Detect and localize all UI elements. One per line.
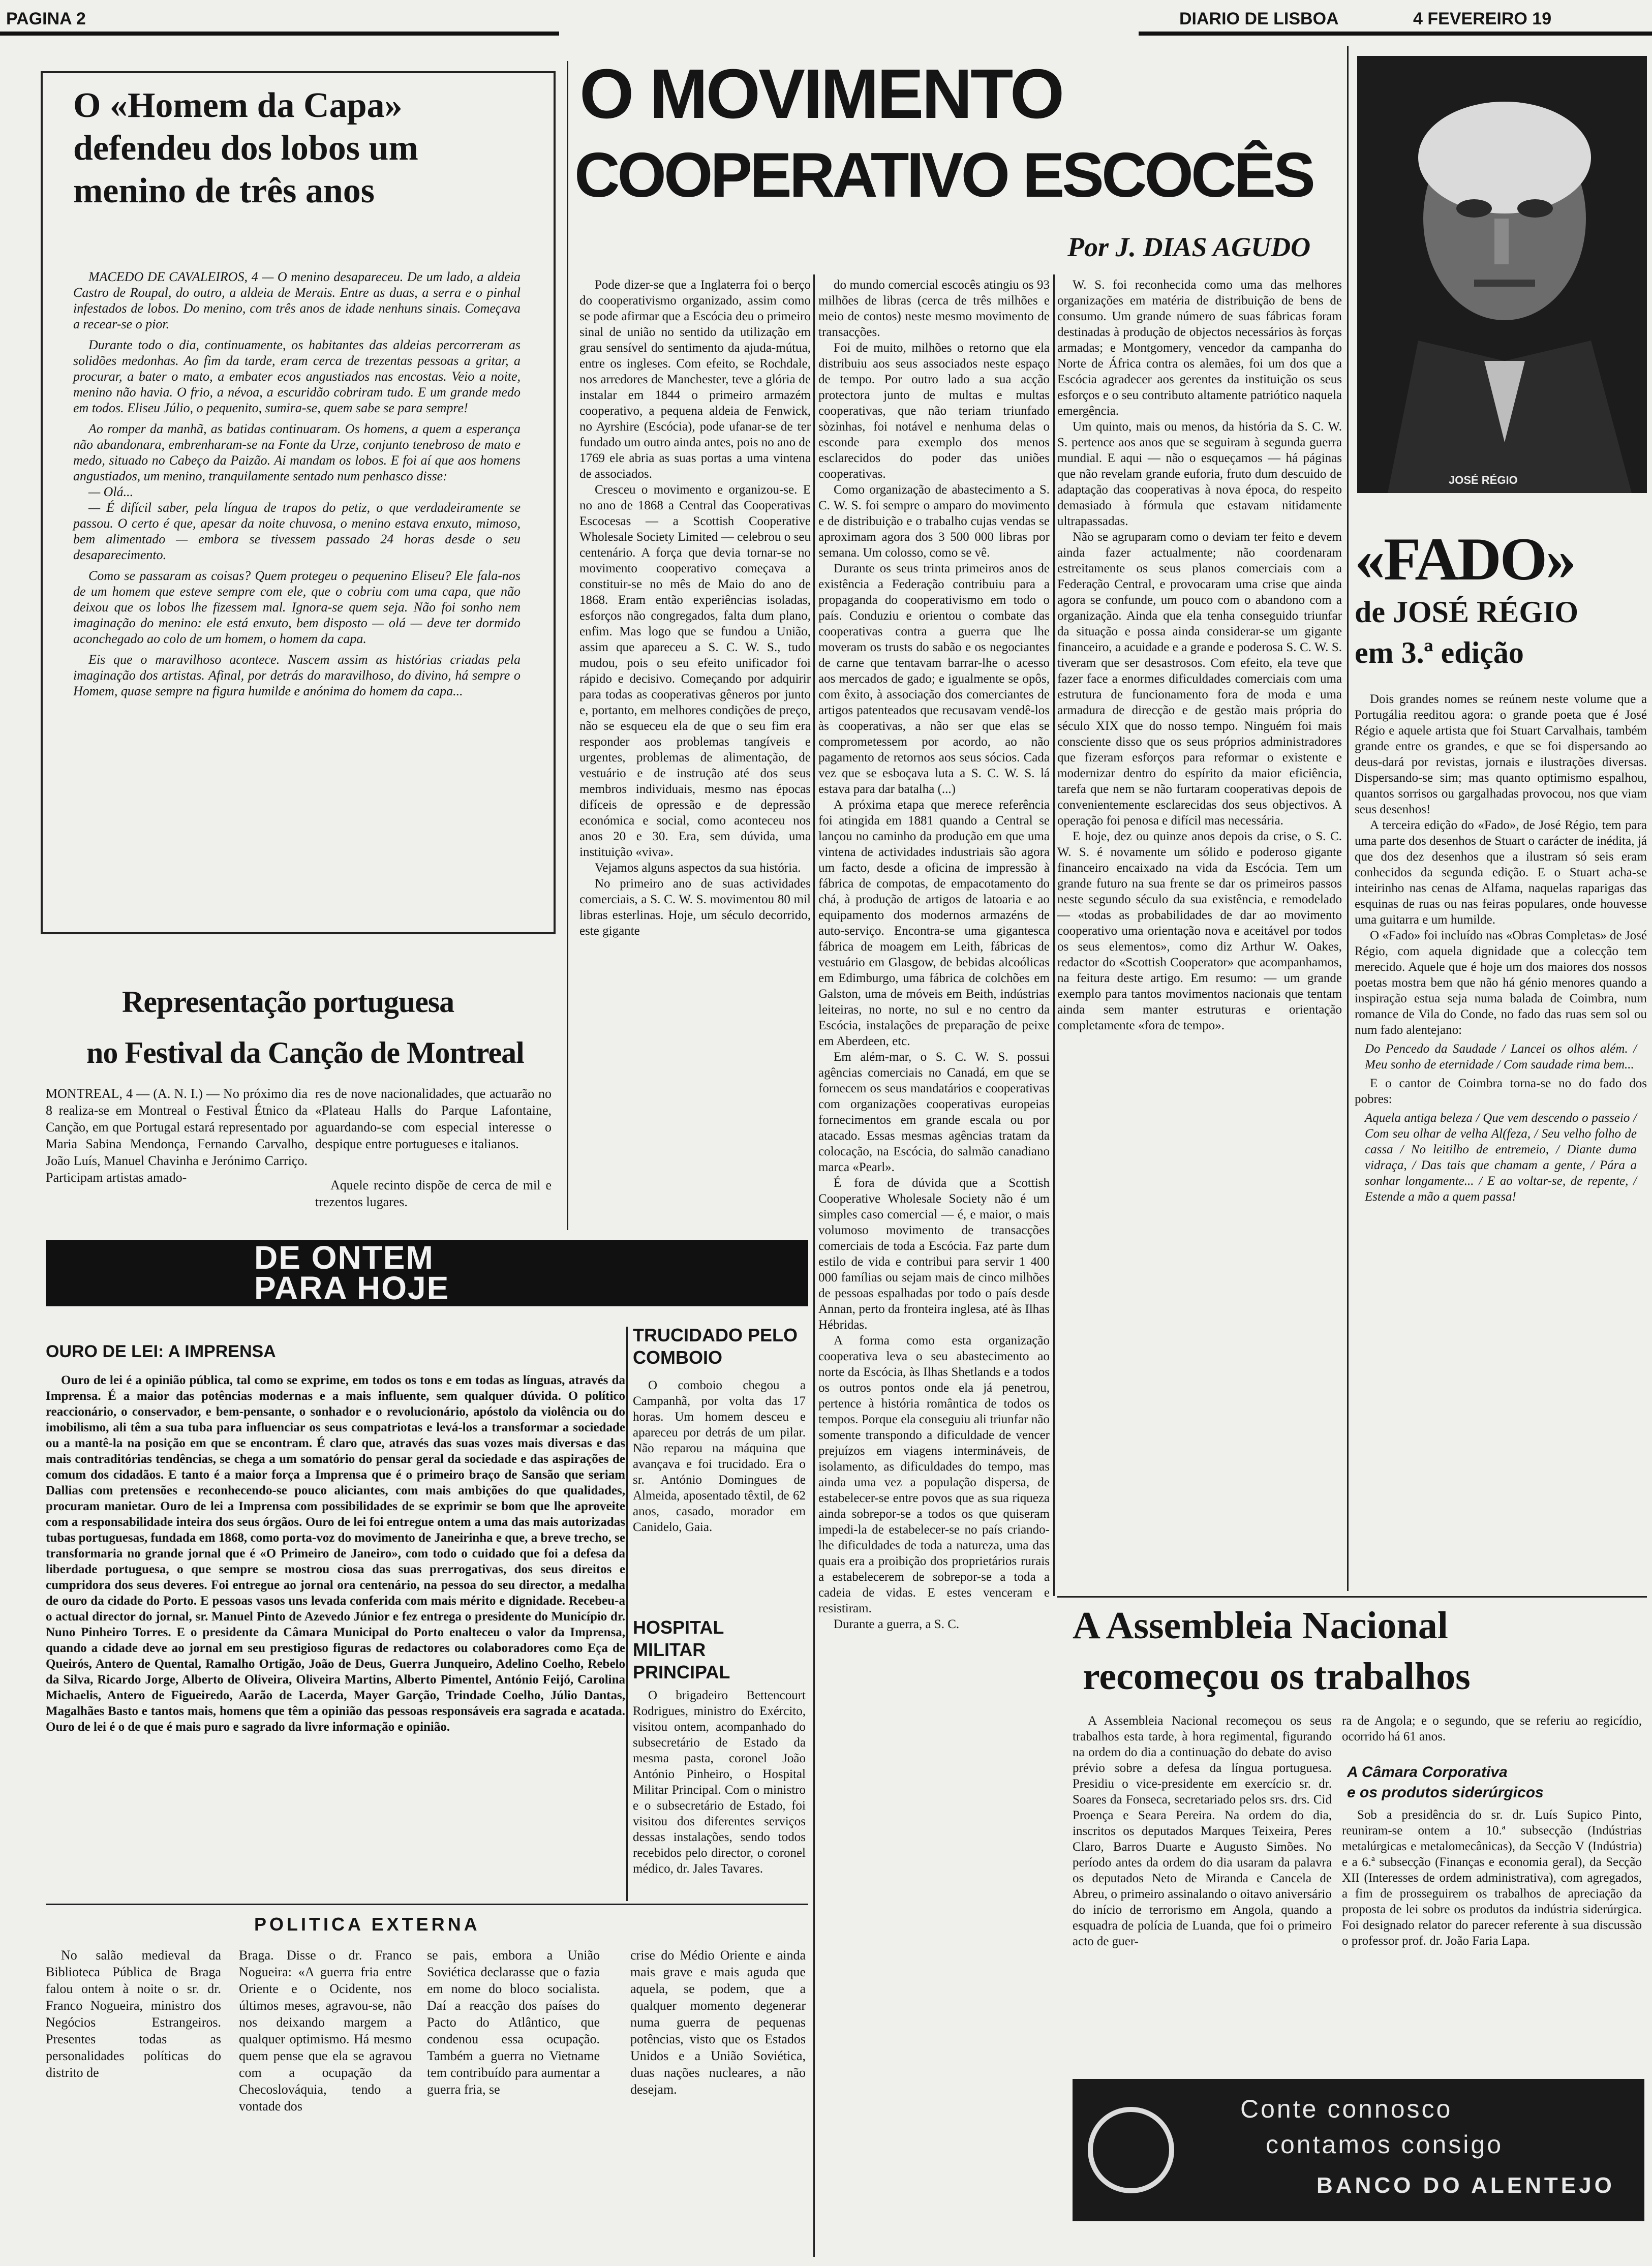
cooperativo-paragraph: Cresceu o movimento e organizou-se. E no ano de 1868 a Central das Cooperativas Escocesas — a Scottish Cooperative Wholesale Society Limited — celebrou o seu centenário. A força que devia tornar-se no movimento cooperativo começava a constituir-se no mês de Maio do ano de 1868. Eram então experiências isoladas, esforços não congregados, falta dum plano, enfim. Mas logo que se fundou a União, assim que apareceu a S. C. W. S., tudo mudou, pois o seu efeito unificador foi rápido e decisivo. Começando por adquirir para todas as cooperativas gêneros por junto e, portanto, em melhores condições de preço, não se esqueceu ela de que o seu fim era responder aos problemas tangíveis e urgentes, problemas de alimentação, de vestuário e de instrução até dos seus membros individuais, mesmo nas épocas difíceis de opressão e de depressão económica e social, como aconteceu nos anos 20 e 30. Era, sem dúvida, uma instituição «viva». [579, 483, 811, 859]
cooperativo-paragraph: Em além-mar, o S. C. W. S. possui agências comerciais no Canadá, em que se fornecem os seus mandatários e cooperativas com organizações cooperativas europeias fornecimentos em grande escala ou por atacado. Essas mesmas agências tratam da colocação, na Escócia, do salmão canadiano marca «Pearl». [818, 1050, 1050, 1174]
cooperativo-paragraph: do mundo comercial escocês atingiu os 93 milhões de libras (cerca de três milhões e meio de contos) neste mesmo movimento de transacções. [818, 278, 1050, 339]
cooperativo-paragraph: A próxima etapa que merece referência foi atingida em 1881 quando a Central se lançou no caminho da produção em que uma vintena de actividades industriais são agora um facto, desde a oficina de impressão à fábrica de compotas, de empacotamento do chá, à produção de artigos de latoaria e ao equipamento dos modernos armazéns de auto-serviço. Encontra-se uma gigantesca fábrica de moagem em Leith, fábricas de vestuário em Glasgow, de bebidas alcoólicas em Edimburgo, uma fábrica de colchões em Galston, uma de móveis em Beith, indústrias leiteiras, no norte, no sul e no centro da Escócia, instalações de preparação de peixe em Aberdeen, etc. [818, 798, 1050, 1048]
trucidado-body: O comboio chegou a Campanhã, por volta das 17 horas. Um homem desceu e apareceu por detrás de um pilar. Não reparou na máquina que avançava e foi trucidado. Era o sr. António Domingues de Almeida, aposentado têxtil, de 62 anos, casado, morador em Canidelo, Gaia. [633, 1379, 806, 1534]
cooperativo-paragraph: Pode dizer-se que a Inglaterra foi o berço do cooperativismo organizado, assim como se pode afirmar que a Escócia deu o primeiro sinal de união no sentido da utilização em grau sensível do sentimento da ajuda-mútua, entre os ingleses. Com efeito, se Rochdale, nos arredores de Manchester, teve a glória de instalar em 1844 o primeiro armazém cooperativo, a pequena aldeia de Fenwick, no Ayrshire (Escócia), pode ufanar-se de ter fundado um outro ainda antes, pois no ano de 1769 ele abria as suas portas a uma vintena de associados. [579, 278, 811, 481]
camara-body: Sob a presidência do sr. dr. Luís Supico Pinto, reuniram-se ontem a 10.ª subsecção (Indústrias metalúrgicas e metalomecânicas), da Secção V (Indústria) e a 6.ª subsecção (Finanças e economia geral), da Secção XII (Interesses de ordem administrativa), com agregados, a fim de prosseguirem os trabalhos de apreciação da proposta de lei sobre os produtos da indústria siderúrgica. Foi designado relator do parecer referente à sua discussão o professor prof. dr. João Faria Lapa. [1342, 1808, 1642, 1948]
header-bar-right [1139, 32, 1652, 36]
politica-col-1: No salão medieval da Biblioteca Pública de Braga falou ontem à noite o sr. dr. Franco Nogueira, ministro dos Negócios Estrangeiros. Presentes todas as personalidades políticas do distrito de [46, 1948, 221, 2080]
column-rule [626, 1327, 628, 1901]
homem-capa-body [73, 269, 521, 699]
issue-date: 4 FEVEREIRO 19 [1413, 9, 1552, 28]
ontem-body: Ouro de lei é a opinião pública, tal como se exprime, em todos os tons e em todas as línguas, através da Imprensa. É a maior das potências modernas e a mais influente, sem qualquer dúvida. O político reaccionário, o conservador, e bem-pensante, o sonhador e o revolucionário, apóstolo da violência ou do imobilismo, ali têm a sua tuba para influenciar os seus compatriotas e levá-los a transformar a sociedade ou a mantê-la na posição em que se encontram. É claro que, através das suas vozes mais diversas e das mais contraditórias tendências, se chega a um somatório do pensar geral da sociedade e das aspirações de comum dos cidadãos. E tanto é a maior força a Imprensa que é o primeiro braço de Sansão que seriam Dallias com pretensões e reconhecendo-se pouco aliciantes, com mais ambições do que qualidades, procuram manietar. Ouro de lei a Imprensa com possibilidades de se exprimir se bom que lhe aproveite com a responsabilidade inteira dos seus órgãos. Ouro de lei foi entregue ontem a uma das mais autorizadas tubas portuguesas, fundada em 1868, como porta-voz do movimento de Janeirinha e que, a breve trecho, se transformaria no grande jornal que é «O Primeiro de Janeiro», com todo o cuidado que foi a defesa da liberdade portuguesa, o que sempre se mostrou ciosa das suas prerrogativas, dos seus direitos e cumpridora dos seus deveres. Foi entregue ao jornal ora centenário, na pessoa do seu director, a medalha de ouro da cidade do Porto. E pessoas vasos uns levada conferida com mais mérito e dignidade. Recebeu-a o actual director do jornal, sr. Manuel Pinto de Azevedo Júnior e fez entrega o presidente do Município dr. Nuno Pinheiro Torres. E o presidente da Câmara Municipal do Porto enalteceu o valor da Imprensa, quando a cidade deve ao jornal em seu prestigioso figuras de redactores ou colaboradores como Eça de Queirós, Antero de Quental, Ramalho Ortigão, João de Deus, Guerra Junqueiro, Adelino Coelho, Rebelo da Silva, Ricardo Jorge, Alberto de Oliveira, Oliveira Martins, Alberto Pimentel, António Feijó, Carolina Michaelis, Antero de Figueiredo, Aarão de Lacerda, Mayer Garção, Trindade Coelho, Júlio Dantas, Magalhães Basto e tantos mais, homens que têm a opinião das pessoas responsáveis era sagrada e acatada. Ouro de lei é o de que é mais puro e sagrado da livre informação e opinião. [46, 1373, 625, 1734]
fado-headline-edition: em 3.ª edição [1355, 636, 1524, 669]
ontem-subhead: OURO DE LEI: A IMPRENSA [46, 1342, 276, 1361]
hospital-body: O brigadeiro Bettencourt Rodrigues, ministro do Exército, visitou ontem, acompanhado do subsecretário de Estado da mesma pasta, coronel João António Pinheiro, o Hospital Militar Principal. Com o ministro e o subsecretário de Estado, foi visitou dos diferentes serviços dessas instalações, sendo todos recebidos pelo director, o coronel médico, dr. Jales Tavares. [633, 1689, 806, 1876]
cooperativo-byline: Por J. DIAS AGUDO [1067, 232, 1311, 262]
jose-regio-photo [1357, 56, 1647, 493]
cooperativo-paragraph: Um quinto, mais ou menos, da história da S. C. W. S. pertence aos anos que se seguiram à segunda guerra mundial. E aqui — não o esqueçamos — há páginas que não revelam grande euforia, fruto dum descuido de adaptação das cooperativas à nova época, do respeito demasiado à fórmula que estavam nitidamente ultrapassadas. [1057, 420, 1342, 528]
cooperativo-col-2 [818, 277, 1050, 2214]
paper-name: DIARIO DE LISBOA [1179, 9, 1339, 28]
cooperativo-paragraph: Durante a guerra, a S. C. [834, 1617, 960, 1631]
fado-body [1355, 691, 1647, 1596]
fado-paragraph: A terceira edição do «Fado», de José Régio, tem para uma parte dos desenhos de Stuart o carácter de inédita, já que dos dez desenhos que a ilustram só seis eram conhecidos da segunda edição. E o Stuart acha-se inteirinho nas cenas de Alfama, naquelas raparigas das esquinas de ruas ou nas feiras populares, onde houvesse uma guitarra e um humilde. [1355, 818, 1647, 927]
cooperativo-paragraph: Foi de muito, milhões o retorno que ela distribuiu aos seus associados neste espaço de tempo. Por outro lado a sua acção protectora junto de multas e multas cooperativas, que não teriam triunfado sòzinhas, foi notável e nenhuma delas o esconde para exemplo dos menos esclarecidos do poder das uniões cooperativas. [818, 341, 1050, 481]
page-header [0, 0, 1652, 46]
ontem-banner [46, 1240, 808, 1306]
bank-advert [1073, 2079, 1644, 2221]
section-rule [1057, 1596, 1647, 1598]
cooperativo-paragraph: A forma como esta organização cooperativa leva o seu abastecimento ao norte da Escócia, às Ilhas Shetlands e a todos os outros pontos onde ela já penetrou, pertence à história romântica de todos os tempos. Porque ela conseguiu ali triunfar não somente transpondo a dificuldade de vencer prejuízos em viagens intermináveis, de isolamento, as dificuldades do tempo, mas ainda uma vez a população dispersa, de estabelecer-se entre povos que as sua riqueza ainda sobrepor-se a todos os que quiseram impedi-la de estabelecer-se no país criando-lhe dificuldades de toda a natureza, uma das quais era a proibição dos proprietários rurais a estabelecerem de sobrepor-se a toda a cadeia de vidas. E estes venceram e resistiram. [818, 1334, 1050, 1615]
montreal-article [41, 984, 557, 1278]
hospital-headline: HOSPITAL MILITAR PRINCIPAL [633, 1617, 730, 1682]
fado-headline: «FADO» [1355, 525, 1575, 593]
fado-verse: Aquela antiga beleza / Que vem descendo o passeio / Com seu olhar de velha Al(feza, / Seu velho folho de cassa / No leitilho de entremeio, / Diante duma vidraça, / Das tais que chamam a gente, / Pára a sonhar longamente... / E ao voltar-se, de repente, / Estende a mão a quem passa! [1365, 1111, 1637, 1204]
homem-capa-box [41, 71, 556, 934]
cooperativo-paragraph: No primeiro ano de suas actividades comerciais, a S. C. W. S. movimentou 80 mil libras esterlinas. Hoje, um século decorrido, este gigante [579, 877, 811, 938]
cooperativo-headline-1: O MOVIMENTO [579, 55, 1063, 133]
fado-paragraph: Dois grandes nomes se reúnem neste volume que a Portugália reeditou agora: o grande poeta que é José Régio e aquele artista que foi Stuart Carvalhais, também grande entre os grandes, e que se foi dispersando ao deus-dará por revistas, jornais e ilustrações diversas. Dispersando-se sim; mas quanto optimismo espalhou, quantos sorrisos ou gargalhadas provocou, nos que viam seus desenhos! [1355, 692, 1647, 816]
montreal-col-2b: Aquele recinto dispõe de cerca de mil e trezentos lugares. [315, 1178, 552, 1209]
montreal-headline-2: no Festival da Canção de Montreal [86, 1036, 524, 1069]
politica-headline: POLITICA EXTERNA [254, 1914, 480, 1935]
cooperativo-paragraph: É fora de dúvida que a Scottish Cooperative Wholesale Society não é um simples caso comercial — é, e maior, o mais volumoso movimento de transacções comerciais de toda a Escócia. Faz parte dum estilo de vida e contribui para servir 1 400 000 famílias ou sejam mais de cinco milhões de pessoas espalhadas por todo o país desde Annan, perto da fronteira inglesa, até às Ilhas Hébridas. [818, 1176, 1050, 1332]
homem-capa-headline: O «Homem da Capa» defendeu dos lobos um menino de três anos [73, 86, 418, 210]
camara-subhead-1: A Câmara Corporativa [1347, 1764, 1508, 1781]
photo-caption: JOSÉ RÉGIO [1449, 474, 1518, 486]
page-number: PAGINA 2 [6, 9, 86, 28]
assembleia-headline-2: recomeçou os trabalhos [1083, 1655, 1471, 1698]
homem-capa-paragraph: — É difícil saber, pela língua de trapos do petiz, o que verdadeiramente se passou. O certo é que, apesar da noite chuvosa, o menino estava enxuto, mimoso, bem alimentado — embora se tivessem passado 24 horas desde o seu desaparecimento. [73, 500, 521, 562]
homem-capa-paragraph: Eis que o maravilhoso acontece. Nascem assim as histórias criadas pela imaginação dos artistas. Afinal, por detrás do maravilhoso, do divino, há sempre o Homem, quase sempre na figura humilde e anónima do homem da capa... [73, 652, 521, 698]
montreal-col-1: MONTREAL, 4 — (A. N. I.) — No próximo dia 8 realiza-se em Montreal o Festival Étnico da Canção, em que Portugal estará representado por Maria Sabina Mendonça, Fernando Carvalho, João Luís, Manuel Chavinha e Jerónimo Carriço. Participam artistas amado- [46, 1086, 308, 1185]
fado-paragraph: E o cantor de Coimbra torna-se no do fado dos pobres: [1355, 1077, 1647, 1106]
camara-subhead-2: e os produtos siderúrgicos [1347, 1784, 1544, 1801]
column-rule [1053, 274, 1055, 1596]
advert-line-1: Conte connosco [1240, 2095, 1453, 2123]
assembleia-col-2: ra de Angola; e o segundo, que se referiu ao regicídio, ocorrido há 61 anos. [1342, 1714, 1642, 1743]
homem-capa-paragraph: — Olá... [88, 484, 134, 499]
politica-col-2: Braga. Disse o dr. Franco Nogueira: «A guerra fria entre Oriente e o Ocidente, nos últimos meses, agravou-se, não nos deixando margem a qualquer optimismo. Há mesmo quem pense que ela se agravou com a ocupação da Checoslováquia, tendo a vontade dos [239, 1948, 412, 2114]
homem-capa-paragraph: Durante todo o dia, continuamente, os habitantes das aldeias percorreram as solidões medonhas. Ao fim da tarde, eram cerca de trezentas pessoas a gritar, a procurar, a bater o mato, a embater ecos angustiados nas encostas. Veio a noite, menino não havia. O frio, a névoa, a escuridão cobriram tudo. E um grande medo em todos. Eliseu Júlio, o pequenito, sumira-se, quem sabe se para sempre! [73, 338, 521, 415]
cooperativo-col-1 [579, 277, 811, 1217]
assembleia-headline-1: A Assembleia Nacional [1073, 1604, 1448, 1647]
homem-capa-paragraph: Como se passaram as coisas? Quem protegeu o pequenino Eliseu? Ele fala-nos de um homem que esteve sempre com ele, que o cobriu com uma capa, que não deixou que os lobos lhe fizessem mal. Ignora-se quem seja. Não foi sonho nem imaginação do menino: ele está enxuto, bem disposto — olá — deve ter dormido aconchegado ao colo de um homem, o homem da capa. [73, 568, 521, 646]
advert-line-2: contamos consigo [1266, 2130, 1504, 2159]
cooperativo-paragraph: Vejamos alguns aspectos da sua história. [595, 861, 801, 875]
montreal-headline-1: Representação portuguesa [122, 985, 454, 1019]
bank-logo-icon [1088, 2107, 1174, 2193]
fado-verse: Do Pencedo da Saudade / Lancei os olhos além. / Meu sonho de eternidade / Com saudade rima bem... [1365, 1042, 1637, 1071]
cooperativo-paragraph: W. S. foi reconhecida como uma das melhores organizações em matéria de distribuição de bens de consumo. Um grande número de suas fábricas foram destinadas à produção de objectos necessários às forças armadas; e Montgomery, vencedor da campanha do Norte de África contra os alemães, foi um dos que a Escócia agradecer aos gerentes da instituição os seus esforços e o seu contributo altamente patriótico naquela emergência. [1057, 278, 1342, 418]
ontem-banner-line-1: DE ONTEM [254, 1239, 434, 1276]
cooperativo-col-3 [1057, 277, 1342, 1594]
ontem-banner-line-2: PARA HOJE [254, 1270, 450, 1306]
homem-capa-paragraph: Ao romper da manhã, as batidas continuaram. Os homens, a quem a esperança não abandonara, embrenharam-se na Fonte da Urze, conjunto tenebroso de mato e medo, situado no Cabeço da Paizão. Ai mandam os lobos. E foi aí que aos homens angustiados, um menino, tranquilamente sentado num penhasco disse: [73, 421, 521, 483]
column-rule [567, 61, 568, 1230]
cooperativo-paragraph: Durante os seus trinta primeiros anos de existência a Federação contribuiu para a propaganda do cooperativismo em todo o país. Conduziu e orientou o combate das cooperativas contra a guerra que lhe moveram os trusts do sabão e os negociantes de carne que tentavam barrar-lhe o acesso aos mercados de gado; e igualmente se opôs, com êxito, à associação dos comerciantes de artigos patenteados que recusavam vendê-los às cooperativas, a não ser que elas se comprometessem por acordo, ao não pagamento de retornos aos seus sócios. Cada vez que se esboçava luta a S. C. W. S. lá estava para dar batalha (...) [818, 562, 1050, 796]
cooperativo-paragraph: Como organização de abastecimento a S. C. W. S. foi sempre o amparo do movimento e de distribuição e o trabalho cujas vendas se aproximam agora dos 3 500 000 libras por semana. Um colosso, como se vê. [818, 483, 1050, 560]
politica-col-3: se pais, embora a União Soviética declarasse que o fazia em nome do bloco socialista. Daí a reacção dos países do Pacto do Atlântico, que condenou essa ocupação. Também a guerra no Vietname tem contribuído para aumentar a guerra fria, se [427, 1948, 600, 2097]
cooperativo-paragraph: Não se agruparam como o deviam ter feito e devem ainda fazer actualmente; não coordenaram estreitamente os seus planos comerciais com a Federação Central, e provocaram uma crise que ainda agora se confunde, um pouco com o abandono com a organização. Ainda que ela tenha conseguido triunfar da situação e possa ainda considerar-se um gigante financeiro, a acuidade e a grande e poderosa S. C. W. S. tiveram que ser desastrosos. Com efeito, ela teve que fazer face a enormes dificuldades comerciais com uma estrutura de funcionamento fora de moda e uma armadura de direcção e de gestão mais própria do século XIX que do nosso tempo. Ninguém foi mais consciente disso que os seus próprios administradores que fizeram esforços para reformar o existente e modernizar dentro do espírito da maior eficiência, tarefa que nem se não furtaram cooperativas depois de convenientemente esclarecidas dos seus objectivos. A operação foi penosa e difícil mas necessária. [1057, 530, 1342, 828]
column-rule [813, 274, 815, 2257]
homem-capa-paragraph: MACEDO DE CAVALEIROS, 4 — O menino desapareceu. De um lado, a aldeia Castro de Roupal, do outro, a aldeia de Merais. Entre as duas, a serra e o pinhal infestados de lobos. Do menino, com três anos de idade nenhuns sinais. Começava a recear-se o pior. [73, 269, 521, 331]
section-rule [46, 1904, 808, 1905]
cooperativo-headline-2: COOPERATIVO ESCOCÊS [574, 140, 1313, 210]
montreal-col-2a: res de nove nacionalidades, que actuarão no «Plateau Halls do Parque Lafontaine, aguardando-se com especial interesse o despique entre portugueses e italianos. [315, 1086, 552, 1151]
assembleia-col-1: A Assembleia Nacional recomeçou os seus trabalhos esta tarde, à hora regimental, figurando na ordem do dia a continuação do debate do aviso prévio sobre a defesa da língua portuguesa. Presidiu o vice-presidente em exercício sr. dr. Soares da Fonseca, secretariado pelos srs. drs. Cid Proença e Seara Pereira. Na ordem do dia, inscritos os deputados Marques Teixeira, Peres Claro, Barros Duarte e Augusto Simões. No período antes da ordem do dia usaram da palavra os deputados Neto de Miranda e Cancela de Abreu, o primeiro assinalando o oitavo aniversário do início de terrorismo em Angola, quando a esquadra de polícia de Luanda, que foi o primeiro acto de guer- [1073, 1714, 1332, 1948]
fado-headline-author: de JOSÉ RÉGIO [1355, 595, 1579, 629]
portrait-image [1357, 56, 1647, 493]
trucidado-headline: TRUCIDADO PELO COMBOIO [633, 1325, 798, 1368]
cooperativo-paragraph: E hoje, dez ou quinze anos depois da crise, o S. C. W. S. é novamente um sólido e poderoso gigante financeiro encaixado na vida da Escócia. Tem um grande futuro na sua frente se dar os primeiros passos neste segundo século da sua existência, e remodelado — «todas as probabilidades de dar ao movimento cooperativo uma orientação nova e aceitável por todos os seus elementos», como diz Arthur W. Oakes, redactor do «Scottish Cooperator» que acompanhamos, na feitura deste artigo. Em resumo: — um grande exemplo para tantos movimentos nacionais que tentam ainda sem manter estruturas e orientação completamente «fora de tempo». [1057, 830, 1342, 1032]
fado-paragraph: O «Fado» foi incluído nas «Obras Completas» de José Régio, com aquela dignidade que a colecção tem merecido. Aquele que é hoje um dos maiores dos nossos poetas mostra bem que não há génio menores quando a inspiração estua seja numa balada de Coimbra, num romance de Vila do Conde, no fado das ruas sem sol ou num fado alentejano: [1355, 929, 1647, 1037]
header-bar-left [0, 32, 559, 36]
column-rule [1347, 46, 1349, 1591]
advert-bank-name: BANCO DO ALENTEJO [1317, 2173, 1615, 2198]
politica-col-4: crise do Médio Oriente e ainda mais grave e mais aguda que aquela, se podem, que a qualquer momento degenerar numa guerra de pequenas potências, visto que os Estados Unidos e a União Soviética, duas nações nucleares, a não desejam. [630, 1948, 806, 2097]
